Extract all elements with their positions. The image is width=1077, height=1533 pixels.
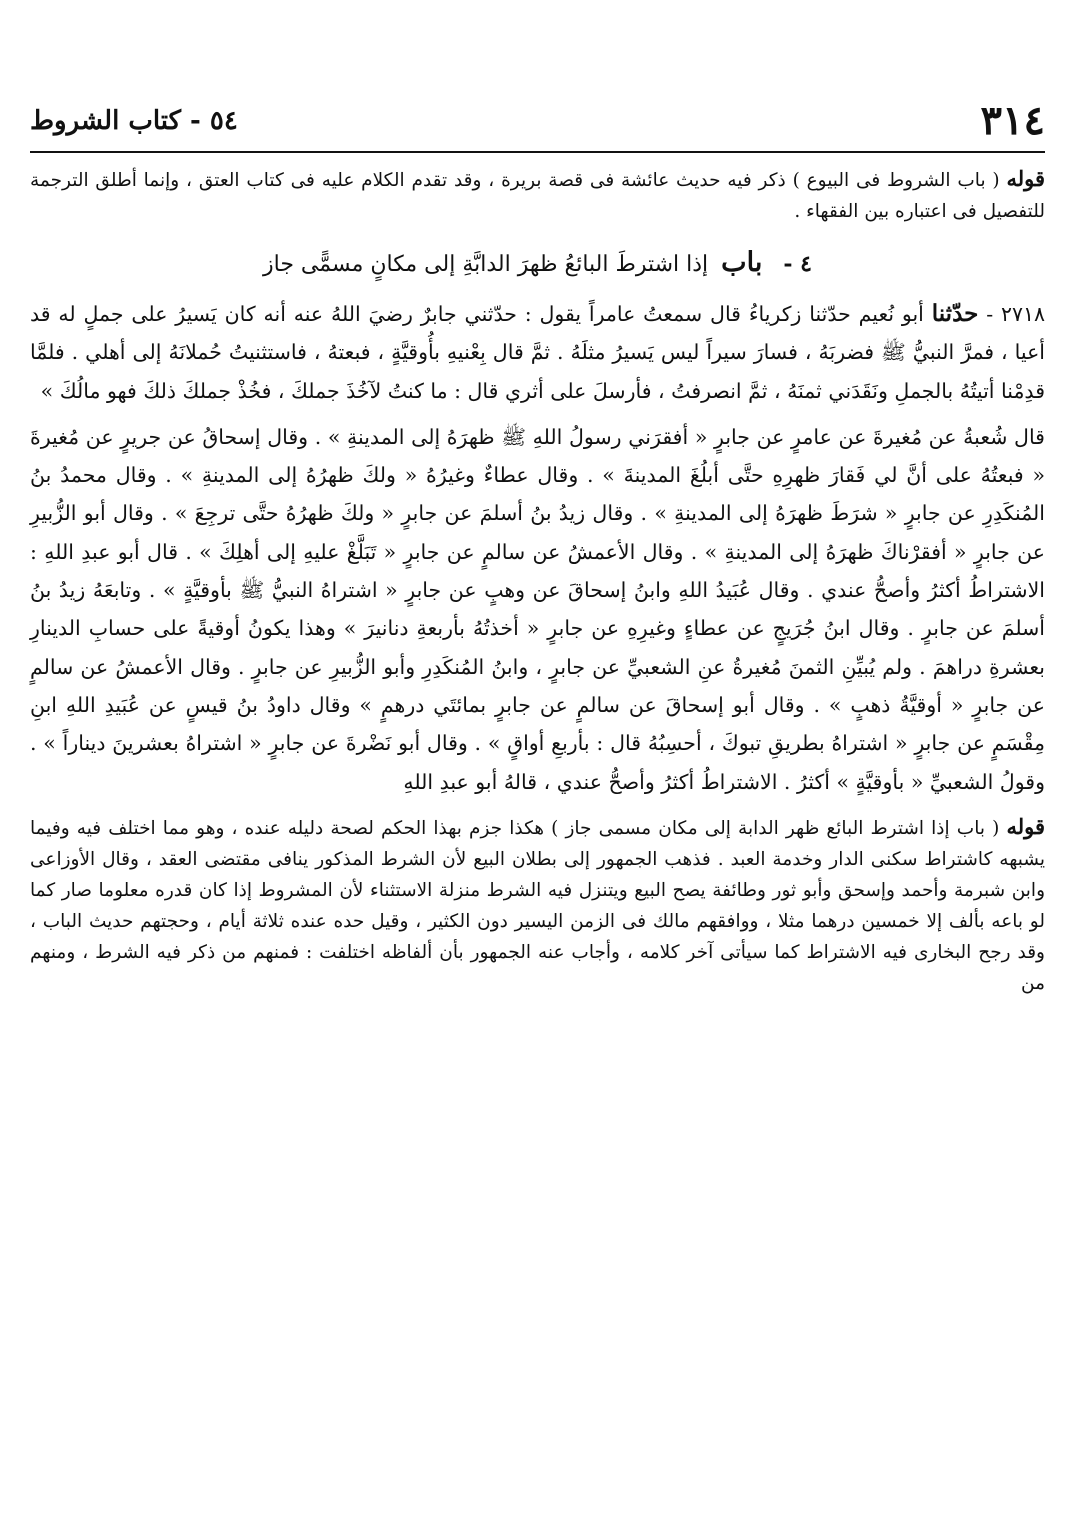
chapter-heading-number: ٤ -: [783, 251, 812, 277]
hadith-number: ٢٧١٨: [1000, 302, 1045, 326]
chapter-heading: [30, 243, 1045, 285]
commentary-paragraph-1: [30, 163, 1045, 227]
book-page: [30, 95, 1045, 1515]
hadith-text: أبو نُعيم حدّثنا زكرياءُ قال سمعتُ عامراً يقول : حدّثني جابرٌ رضيَ اللهُ عنه أنه كان يَسيرُ على جملٍ له قد أعيا ، فمرَّ النبيُّ ﷺ فضربَهُ ، فسارَ سيراً ليس يَسيرُ مثلَهُ . ثمَّ قال بِعْنيهِ بأُوقيَّةٍ ، فبعتهُ ، فاستثنيتُ حُملانَهُ إلى أهلي . فلمَّا قدِمْنا أتيتُهُ بالجملِ ونَقَدَني ثمنَهُ ، ثمَّ انصرفتُ ، فأرسلَ على أثري قال : ما كنتُ لآخُذَ جملكَ ، فخُذْ جملكَ ذلكَ فهو مالُكَ »: [30, 302, 1045, 403]
page-number: ٣١٤: [980, 97, 1045, 144]
narration-notes-paragraph: قال شُعبةُ عن مُغيرةَ عن عامرٍ عن جابرٍ « أفقرَني رسولُ اللهِ ﷺ ظهرَهُ إلى المدينةِ » . وقال إسحاقُ عن جريرٍ عن مُغيرةَ « فبعتُهُ على أنَّ لي فَقارَ ظهرِهِ حتَّى أبلُغَ المدينةَ » . وقال عطاءٌ وغيرُهُ « ولكَ ظهرُهُ إلى المدينةِ » . وقال محمدُ بنُ المُنكَدِرِ عن جابرٍ « شرَطَ ظهرَهُ إلى المدينةِ » . وقال زيدُ بنُ أسلمَ عن جابرٍ « ولكَ ظهرُهُ حتَّى ترجِعَ » . وقال أبو الزُّبيرِ عن جابرٍ « أفقرْناكَ ظهرَهُ إلى المدينةِ » . وقال الأعمشُ عن سالمٍ عن جابرٍ « تَبَلَّغْ عليهِ إلى أهلِكَ » . قال أبو عبدِ اللهِ : الاشتراطُ أكثرُ وأصحُّ عندي . وقال عُبَيدُ اللهِ وابنُ إسحاقَ عن وهبٍ عن جابرٍ « اشتراهُ النبيُّ ﷺ بأوقيَّةٍ » . وتابعَهُ زيدُ بنُ أسلمَ عن جابرٍ . وقال ابنُ جُرَيجٍ عن عطاءٍ وغيرِهِ عن جابرٍ « أخذتُهُ بأربعةِ دنانيرَ » وهذا يكونُ أوقيةً على حسابِ الدينارِ بعشرةِ دراهمَ . ولم يُبيِّنِ الثمنَ مُغيرةُ عنِ الشعبيِّ عن جابرٍ ، وابنُ المُنكَدِرِ وأبو الزُّبيرِ عن جابرٍ . وقال الأعمشُ عن سالمٍ عن جابرٍ « أوقيَّةُ ذهبٍ » . وقال أبو إسحاقَ عن سالمٍ عن جابرٍ بمائتَي درهمٍ » وقال داودُ بنُ قيسٍ عن عُبَيدِ اللهِ ابنِ مِقْسَمٍ عن جابرٍ « اشتراهُ بطريقِ تبوكَ ، أحسِبُهُ قال : بأربعِ أواقٍ » . وقال أبو نَضْرةَ عن جابرٍ « اشتراهُ بعشرينَ ديناراً » . وقولُ الشعبيِّ « بأوقيَّةٍ » أكثرُ . الاشتراطُ أكثرُ وأصحُّ عندي ، قالهُ أبو عبدِ اللهِ: [30, 424, 1045, 794]
hadith-lead-word: حدّثنا: [931, 300, 979, 327]
commentary-paragraph-2: [30, 811, 1045, 999]
header-divider: [30, 151, 1045, 153]
commentary-lead-word: قوله: [1006, 166, 1046, 191]
commentary-text: ( باب إذا اشترط البائع ظهر الدابة إلى مكان مسمى جاز ) هكذا جزم بهذا الحكم لصحة دليله عنده ، وهو مما اختلف فيه وفيما يشبهه كاشتراط سكنى الدار وخدمة العبد . فذهب الجمهور إلى بطلان البيع لأن الشرط المذكور ينافى مقتضى العقد ، وقال الأوزاعى وابن شبرمة وأحمد وإسحق وأبو ثور وطائفة يصح البيع ويتنزل فيه الشرط منزلة الاستثناء لأن المشروط إذا كان قدره معلوما صار كما لو باعه بألف إلا خمسين درهما مثلا ، ووافقهم مالك فى الزمن اليسير دون الكثير ، وقيل حده عنده ثلاثة أيام ، وحجتهم حديث الباب ، وقد رجح البخارى فيه الاشتراط كما سيأتى آخر كلامه ، وأجاب عنه الجمهور بأن ألفاظه اختلفت : فمنهم من ذكر فيه الشرط ، ومنهم من: [30, 817, 1045, 994]
commentary-lead-word: قوله: [1006, 813, 1045, 839]
hadith-paragraph: ٢٧١٨ - حدّثنا أبو نُعيم حدّثنا زكرياءُ قال سمعتُ عامراً يقول : حدّثني جابرٌ رضيَ اللهُ عنه أنه كان يَسيرُ على جملٍ له قد أعيا ، فمرَّ النبيُّ ﷺ فضربَهُ ، فسارَ سيراً ليس يَسيرُ مثلَهُ . ثمَّ قال بِعْنيهِ بأُوقيَّةٍ ، فبعتهُ ، فاستثنيتُ حُملانَهُ إلى أهلي . فلمَّا قدِمْنا أتيتُهُ بالجملِ ونَقَدَني ثمنَهُ ، ثمَّ انصرفتُ ، فأرسلَ على أثري قال : ما كنتُ لآخُذَ جملكَ ، فخُذْ جملكَ ذلكَ فهو مالُكَ »: [30, 300, 1045, 403]
chapter-heading-title: إذا اشترطَ البائعُ ظهرَ الدابَّةِ إلى مكانٍ مسمًّى جاز: [263, 252, 709, 277]
chapter-title: ٥٤ - كتاب الشروط: [30, 106, 238, 136]
chapter-heading-word: باب: [721, 247, 763, 278]
running-head: [30, 95, 1045, 147]
commentary-text: ( باب الشروط فى البيوع ) ذكر فيه حديث عائشة فى قصة بريرة ، وقد تقدم الكلام عليه فى كتاب العتق ، وإنما أطلق الترجمة للتفصيل فى اعتباره بين الفقهاء .: [30, 170, 1045, 222]
